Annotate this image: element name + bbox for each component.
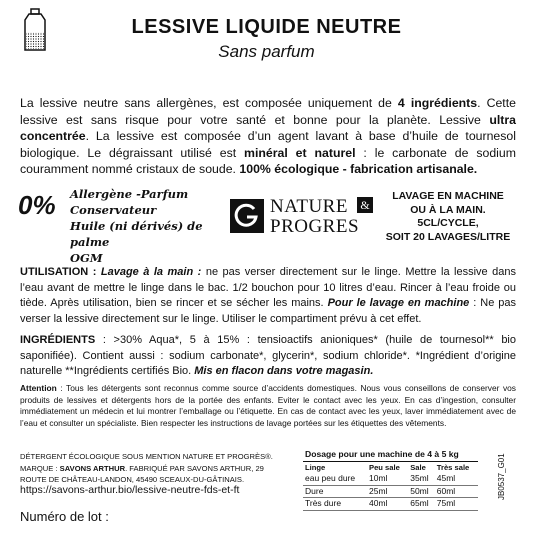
table-cell: 65ml [408,498,435,511]
product-title: LESSIVE LIQUIDE NEUTRE [131,16,402,38]
lot-number-label: Numéro de lot : [20,509,109,524]
intro-paragraph [20,95,516,178]
attention-label: Attention [20,383,57,393]
intro-text: La lessive neutre sans allergènes, est composée uniquement de [20,96,398,110]
table-cell: 60ml [435,485,478,498]
ingredients-label: INGRÉDIENTS [20,334,96,346]
intro-bold: ultra concentrée [20,112,516,143]
legal-maker: . FABRIQUÉ PAR SAVONS ARTHUR, 29 [125,463,264,473]
dosage-column-header: Sale [410,462,426,472]
wash-info-line: LAVAGE EN MACHINE [392,190,504,202]
machine-wash-label: Pour le lavage en machine [327,297,470,309]
wash-info-line: SOIT 20 LAVAGES/LITRE [385,230,511,243]
ingredients-paragraph [20,333,516,380]
table-row [303,498,478,511]
table-cell: 45ml [435,473,478,485]
table-cell: 40ml [367,498,408,511]
intro-bold: 100% écologique - fabrication artisanale. [239,162,478,176]
free-from-item: Huile (ni dérivés) de palme [70,219,203,249]
table-cell: 75ml [435,498,478,511]
reference-code: JB0537_G01 [497,453,506,500]
legal-line: ROUTE DE CHÂTEAU-LANDON, 45490 SCEAUX-DU-GÂTINAIS. [20,475,245,484]
legal-line: DÉTERGENT ÉCOLOGIQUE SOUS MENTION NATURE ET PROGRÈS®. [20,452,273,461]
ingredients-text: : >30% Aqua*, 5 à 15% : tensioactifs anioniques* (huile de tournesol** bio saponifiée). Contient aussi : sodium carbonate*, glycerin*, sodium chloride*. *Ingrédient d’origine naturelle **Ingrédients certifiés Bio. [20,334,516,377]
wash-info-line: 5CL/CYCLE, [417,217,479,229]
table-cell: Très dure [303,498,367,511]
table-row [303,473,478,485]
free-from-list [70,186,220,266]
table-cell: 25ml [367,485,408,498]
ingredients-note: Mis en flacon dans votre magasin. [194,365,374,377]
legal-brand: SAVONS ARTHUR [59,463,126,473]
intro-bold: minéral et naturel [244,145,356,160]
legal-brand-label: MARQUE : [20,463,60,473]
dosage-table [303,449,478,511]
product-subtitle: Sans parfum [218,42,315,61]
dosage-title: Dosage pour une machine de 4 à 5 kg [303,449,478,461]
table-cell: 35ml [408,473,435,485]
table-cell: eau peu dure [303,473,367,485]
logo-text-line: PROGRES [270,216,360,237]
usage-label: UTILISATION : [20,266,101,278]
table-cell: 50ml [408,485,435,498]
website-url: https://savons-arthur.bio/lessive-neutre-fds-et-ft [20,484,240,496]
free-from-item: Allergène -Parfum [70,187,189,201]
wash-info-line: OU À LA MAIN. [410,203,486,216]
dosage-column-header: Peu sale [369,462,400,472]
hand-wash-text: ne pas verser directement sur le linge. Mettre la lessive dans l’eau avant de mettre le linge dans le bac. 1/2 bouchon pour 10 litres d’eau. Rincer à l’eau froide ou tiède. Après utilisation, bien se rincer et se sécher les mains. [20,266,516,309]
intro-text: : le carbonate de sodium couramment nommé cristaux de soude. [20,145,516,176]
table-cell: 10ml [367,473,408,485]
nature-progres-logo [230,195,380,237]
logo-ampersand: & [357,197,373,213]
free-from-item: Conservateur [70,203,157,217]
table-row [303,485,478,498]
logo-text [270,197,359,237]
usage-paragraph [20,265,516,327]
free-from-item: OGM [70,251,103,265]
intro-text: . Cette lessive est sans risque pour votre santé et bonne pour la planète. Lessive [20,96,516,127]
dosage-column-header: Très sale [436,462,470,472]
intro-bold: 4 ingrédients [397,96,478,110]
table-cell: Dure [303,485,367,498]
attention-paragraph [20,383,516,429]
logo-text-line: NATURE [270,196,348,217]
legal-info [20,451,280,486]
legal-line [20,463,280,475]
hand-wash-label: Lavage à la main : [100,266,202,278]
logo-mark [230,199,264,233]
zero-percent: 0% [18,190,56,220]
attention-text: : Tous les détergents sont reconnus comme source d’accidents domestiques. Nous vous conseillons de conserver vos produits de lessives et détergents hors de la portée des enfants. Eviter le contact avec les yeux. En cas d’ingestion, consulter immédiatement un médecin et lui montrer l’emballage ou l’étiquette. En cas de contact avec les yeux, laver immédiatement avec de l’eau et consulter un spécialiste. Bien respecter les instructions de lavage portées sur les étiquettes des vêtements. [20,383,516,428]
intro-text: . La lessive est composée d’un agent lavant à base d’huile de tournesol biologique. Le dégraissant utilisé est [20,129,516,160]
wash-info [378,190,518,244]
dosage-column-header: Linge [305,462,326,472]
machine-wash-text: : Ne pas verser la lessive directement sur le linge. Utiliser le compartiment prévu à cet effet. [20,297,516,325]
